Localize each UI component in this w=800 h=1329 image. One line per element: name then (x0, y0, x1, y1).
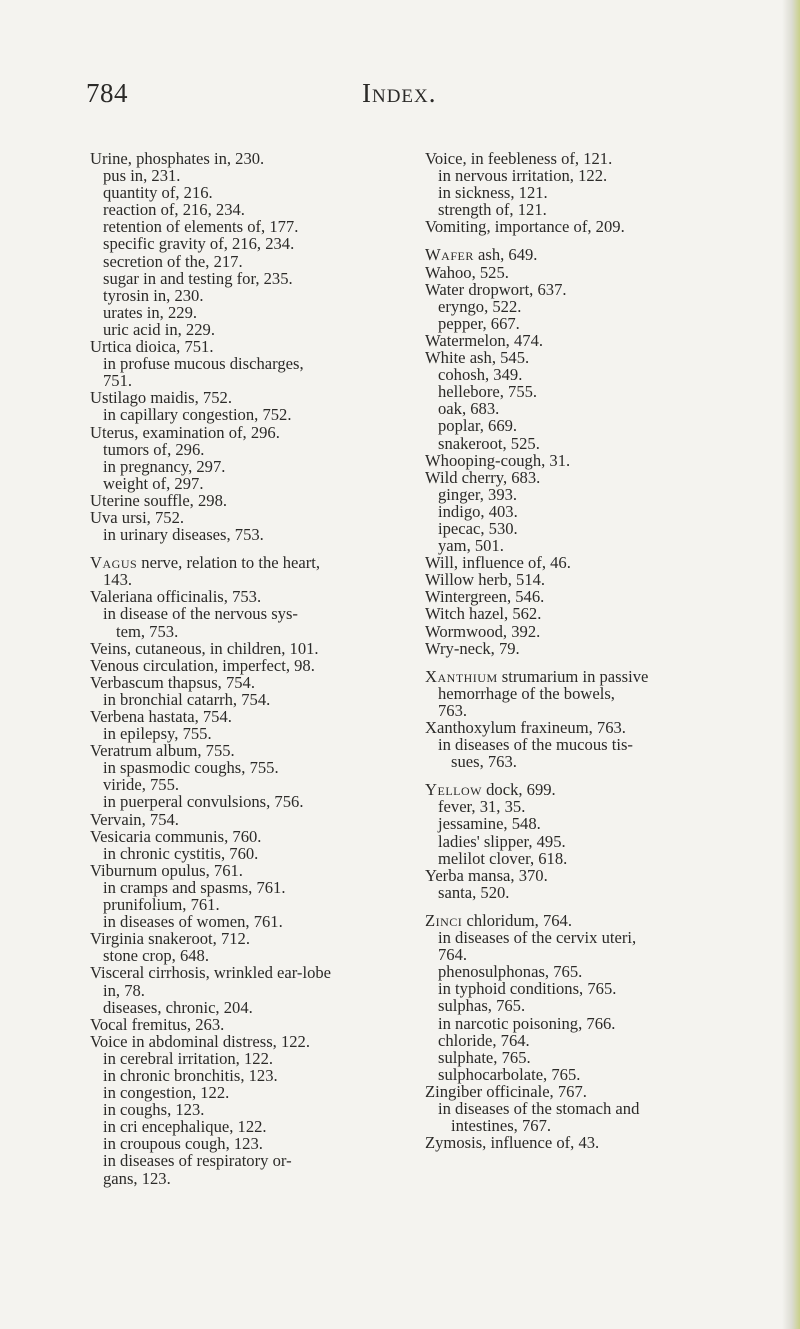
index-subentry: tyrosin in, 230. (103, 285, 204, 305)
index-subentry: fever, 31, 35. (438, 797, 526, 817)
index-entry: Yerba mansa, 370. (425, 865, 548, 885)
index-entry: Vocal fremitus, 263. (90, 1014, 225, 1034)
index-entry: Vesicaria communis, 760. (90, 826, 262, 846)
index-subentry: in congestion, 122. (103, 1083, 230, 1103)
index-subentry: in urinary diseases, 753. (103, 525, 264, 545)
index-entry: Zingiber officinale, 767. (425, 1081, 587, 1101)
page-header (0, 78, 800, 118)
running-title: Index. (362, 78, 437, 108)
index-entry: Veratrum album, 755. (90, 741, 235, 761)
index-subentry: chloride, 764. (438, 1030, 530, 1050)
index-subentry: in, 78. (103, 980, 145, 1000)
index-subentry: 763. (438, 700, 468, 720)
index-subentry: eryngo, 522. (438, 296, 522, 316)
index-entry: Vagus nerve, relation to the heart, (90, 553, 321, 573)
index-subentry: tumors of, 296. (103, 439, 205, 459)
index-entry: Witch hazel, 562. (425, 604, 542, 624)
index-subentry: gans, 123. (103, 1168, 171, 1188)
index-entry: Willow herb, 514. (425, 570, 546, 590)
index-entry: Uterine souffle, 298. (90, 490, 228, 510)
index-subentry: in epilepsy, 755. (103, 724, 212, 744)
index-subentry: ladies' slipper, 495. (438, 831, 566, 851)
index-entry: Wry-neck, 79. (425, 638, 520, 658)
index-subentry: oak, 683. (438, 399, 500, 419)
index-subentry: in pregnancy, 297. (103, 456, 226, 476)
index-entry: Xanthium strumarium in passive (425, 666, 649, 686)
index-subentry: in typhoid conditions, 765. (438, 979, 617, 999)
index-subentry: ginger, 393. (438, 484, 518, 504)
index-entry: Water dropwort, 637. (425, 279, 567, 299)
index-subentry: in bronchial catarrh, 754. (103, 689, 271, 709)
index-entry: Xanthoxylum fraxineum, 763. (425, 718, 626, 737)
index-entry: Voice, in feebleness of, 121. (425, 149, 613, 168)
index-entry: Verbascum thapsus, 754. (90, 672, 255, 692)
index-entry: Zymosis, influence of, 43. (425, 1133, 600, 1153)
index-subentry: uric acid in, 229. (103, 319, 215, 339)
index-subentry: in disease of the nervous sys- (103, 604, 298, 624)
index-subentry: in nervous irritation, 122. (438, 166, 608, 186)
index-subentry: diseases, chronic, 204. (103, 997, 253, 1017)
index-subentry: viride, 755. (103, 775, 180, 795)
index-subentry: in chronic cystitis, 760. (103, 843, 259, 863)
index-entry: Wormwood, 392. (425, 621, 541, 641)
index-entry: Ustilago maidis, 752. (90, 388, 232, 408)
index-subentry: 764. (438, 945, 468, 965)
index-subentry: indigo, 403. (438, 501, 518, 521)
index-subentry: in diseases of the stomach and (438, 1098, 640, 1118)
index-entry: Wild cherry, 683. (425, 467, 541, 487)
index-entry: Wintergreen, 546. (425, 587, 545, 607)
index-entry: Watermelon, 474. (425, 330, 544, 350)
index-subentry: santa, 520. (438, 882, 510, 902)
index-entry: Virginia snakeroot, 712. (90, 929, 250, 949)
index-subentry: in diseases of respiratory or- (103, 1151, 292, 1171)
index-column-right (425, 150, 765, 1151)
index-subentry: in diseases of the cervix uteri, (438, 928, 637, 948)
index-subentry: in sickness, 121. (438, 183, 548, 203)
index-subentry: phenosulphonas, 765. (438, 962, 583, 982)
index-subentry: melilot clover, 618. (438, 848, 568, 868)
index-subentry: ipecac, 530. (438, 518, 518, 538)
index-subentry: in profuse mucous discharges, (103, 354, 304, 374)
index-column-left (90, 150, 410, 1187)
index-subentry: in diseases of the mucous tis- (438, 735, 633, 755)
index-entry: Uva ursi, 752. (90, 507, 185, 527)
index-subentry: urates in, 229. (103, 302, 198, 322)
index-subentry: in capillary congestion, 752. (103, 405, 292, 425)
index-entry: Vomiting, importance of, 209. (425, 217, 625, 237)
index-subentry: in cri encephalique, 122. (103, 1117, 267, 1137)
index-subentry: jessamine, 548. (438, 814, 541, 834)
index-entry: White ash, 545. (425, 348, 530, 368)
index-subentry: poplar, 669. (438, 416, 518, 436)
index-subentry: secretion of the, 217. (103, 251, 243, 271)
index-subentry: reaction of, 216, 234. (103, 200, 245, 220)
index-subentry: tem, 753. (116, 621, 179, 641)
index-entry: Will, influence of, 46. (425, 553, 571, 573)
index-entry: Viburnum opulus, 761. (90, 860, 243, 880)
index-entry: Veins, cutaneous, in children, 101. (90, 638, 319, 658)
index-subentry: yam, 501. (438, 536, 504, 556)
index-subentry: retention of elements of, 177. (103, 217, 299, 237)
index-entry: Wafer ash, 649. (425, 245, 538, 265)
index-subentry: in chronic bronchitis, 123. (103, 1065, 278, 1085)
index-subentry: 751. (103, 371, 133, 391)
index-subentry: specific gravity of, 216, 234. (103, 234, 295, 254)
index-subentry: sulphate, 765. (438, 1047, 531, 1067)
index-entry: Uterus, examination of, 296. (90, 422, 280, 442)
index-subentry: in cerebral irritation, 122. (103, 1048, 274, 1068)
page-edge-shadow (782, 0, 800, 1329)
index-subentry: strength of, 121. (438, 200, 547, 220)
index-entry: Voice in abdominal distress, 122. (90, 1031, 310, 1051)
index-entry: Valeriana officinalis, 753. (90, 587, 262, 607)
index-subentry: intestines, 767. (451, 1116, 552, 1136)
index-subentry: sulphas, 765. (438, 996, 526, 1016)
index-subentry: 143. (103, 570, 133, 590)
index-subentry: sulphocarbolate, 765. (438, 1064, 581, 1084)
index-subentry: pepper, 667. (438, 313, 520, 333)
index-entry: Zinci chloridum, 764. (425, 910, 573, 930)
index-entry: Whooping-cough, 31. (425, 450, 571, 470)
index-subentry: sugar in and testing for, 235. (103, 268, 293, 288)
index-subentry: hellebore, 755. (438, 382, 538, 402)
index-entry: Vervain, 754. (90, 809, 179, 829)
index-entry: Urtica dioica, 751. (90, 337, 214, 357)
index-subentry: in croupous cough, 123. (103, 1134, 263, 1154)
index-entry: Yellow dock, 699. (425, 780, 556, 800)
index-entry: Visceral cirrhosis, wrinkled ear-lobe (90, 963, 332, 983)
index-subentry: snakeroot, 525. (438, 433, 540, 453)
index-subentry: in narcotic poisoning, 766. (438, 1013, 616, 1033)
index-subentry: quantity of, 216. (103, 183, 213, 203)
index-entry: Urine, phosphates in, 230. (90, 149, 265, 168)
index-subentry: in spasmodic coughs, 755. (103, 758, 279, 778)
index-subentry: in coughs, 123. (103, 1100, 205, 1120)
page-number: 784 (86, 78, 128, 108)
index-entry: Verbena hastata, 754. (90, 707, 232, 726)
index-subentry: sues, 763. (451, 752, 517, 772)
index-entry: Venous circulation, imperfect, 98. (90, 655, 315, 675)
index-subentry: hemorrhage of the bowels, (438, 683, 615, 703)
index-entry: Wahoo, 525. (425, 262, 509, 282)
index-subentry: pus in, 231. (103, 166, 181, 186)
index-subentry: prunifolium, 761. (103, 895, 220, 915)
index-subentry: cohosh, 349. (438, 365, 523, 385)
index-subentry: weight of, 297. (103, 473, 204, 493)
index-subentry: in diseases of women, 761. (103, 912, 283, 932)
index-subentry: stone crop, 648. (103, 946, 209, 966)
index-subentry: in cramps and spasms, 761. (103, 877, 286, 897)
index-subentry: in puerperal convulsions, 756. (103, 792, 304, 812)
